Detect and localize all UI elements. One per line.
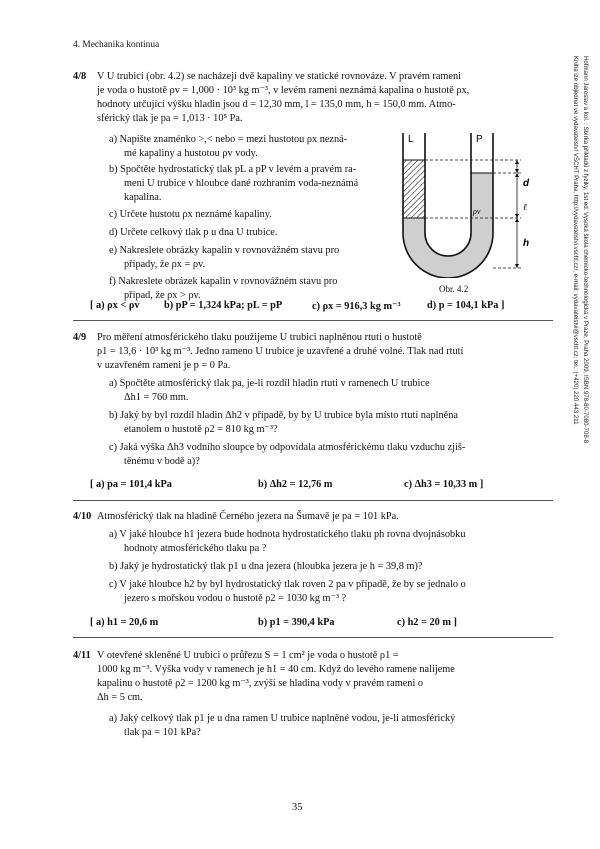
problem-4-11-a-cont: tlak pa = 101 kPa? bbox=[124, 727, 201, 738]
problem-4-10-a-cont: hodnoty atmosférického tlaku pa ? bbox=[124, 543, 267, 554]
answer-4-9-b: b) Δh2 = 12,76 m bbox=[258, 479, 333, 490]
side-note-line2: Kniha lze objednat ve vydavatelství VŠCHT Praha, http://vydavatelstvi.vscht.cz/, e-mail: vydavatelstvi@vscht.cz, tel.: (+420) 220 443 211 bbox=[572, 56, 580, 425]
answer-4-10-a: [ a) h1 = 20,6 m bbox=[90, 617, 159, 628]
answer-4-9-c: c) Δh3 = 10,33 m ] bbox=[404, 479, 484, 490]
problem-4-9-c-cont: těnému v bodě a)? bbox=[124, 456, 200, 467]
unknown-liquid bbox=[403, 160, 425, 218]
problem-4-11-intro-3: kapalinu o hustotě ρ2 = 1200 kg m⁻³, zvýší se hladina vody v pravém rameni o bbox=[97, 678, 424, 689]
label-l: ℓ bbox=[523, 202, 527, 212]
problem-4-9-b: b) Jaký by byl rozdíl hladin Δh2 v případě, by by U trubice byla místo rtutí naplněna bbox=[109, 410, 458, 421]
problem-4-8-f: f) Nakreslete obrázek kapalin v rovnovážném stavu pro bbox=[109, 276, 338, 287]
problem-4-8-intro-4: sférický tlak je pa = 1,013 · 10⁵ Pa. bbox=[97, 113, 243, 124]
answer-4-8-c: c) ρx = 916,3 kg m⁻³ bbox=[312, 301, 401, 312]
separator-3 bbox=[73, 637, 553, 638]
problem-4-8-intro-3: hodnoty určující výšku hladin jsou d = 12,30 mm, l = 135,0 mm, h = 150,0 mm. Atmo- bbox=[97, 99, 456, 110]
problem-number-4-9: 4/9 bbox=[73, 332, 87, 343]
problem-4-8-b-cont: meni U trubice v hloubce dané rozhraním voda-neznámá bbox=[124, 178, 359, 189]
problem-4-11-a: a) Jaký celkový tlak p1 je u dna ramen U trubice naplněné vodou, je-li atmosférický bbox=[109, 713, 456, 724]
label-d: d bbox=[523, 178, 530, 189]
problem-4-11-intro-2: 1000 kg m⁻³. Výška vody v ramenech je h1 = 40 cm. Když do levého ramene nalijeme bbox=[97, 664, 455, 675]
problem-4-11-intro-1: V otevřené skleněné U trubici o průřezu S = 1 cm² je voda o hustotě ρ1 = bbox=[97, 650, 399, 661]
separator-2 bbox=[73, 500, 553, 501]
answer-4-8-d: d) p = 104,1 kPa ] bbox=[427, 300, 505, 311]
problem-4-9-b-cont: etanolem o hustotě ρ2 = 810 kg m⁻³? bbox=[124, 424, 278, 435]
u-tube-figure bbox=[393, 128, 553, 278]
tube-inner bbox=[425, 133, 471, 256]
problem-4-10-a: a) V jaké hloubce h1 jezera bude hodnota hydrostatického tlaku ph rovna dvojnásobku bbox=[109, 529, 466, 540]
problem-4-8-e: e) Nakreslete obrázky kapalin v rovnovážném stavu pro bbox=[109, 245, 340, 256]
problem-4-8-c: c) Určete hustotu ρx neznámé kapaliny. bbox=[109, 209, 272, 220]
problem-4-9-intro-2: ρ1 = 13,6 · 10³ kg m⁻³. Jedno rameno U trubice je uzavřené a druhé volné. Tlak nad rtutí bbox=[97, 346, 464, 357]
label-L: L bbox=[408, 134, 414, 145]
problem-4-8-intro-2: je voda o hustotě ρv = 1,000 · 10³ kg m⁻³, v levém rameni neznámá kapalina o hustotě ρx, bbox=[97, 85, 470, 96]
side-note-line1: Hofmann Jaroslav a kol. : Sbírka příkladů z fyziky, 1st ed. Vysoká škola chemicko-technologická v Praze, Praha 2009, ISBN 978-80-7080-708-8 bbox=[582, 56, 589, 444]
problem-4-8-e-cont: případy, že ρx = ρv. bbox=[124, 259, 206, 270]
separator-1 bbox=[73, 320, 553, 321]
problem-4-8-a: a) Napište znaménko >,< nebo = mezi hustotou ρx nezná- bbox=[109, 134, 348, 145]
answer-4-8-a: [ a) ρx < ρv bbox=[90, 300, 140, 311]
problem-4-8-a-cont: mé kapaliny a hustotou ρv vody. bbox=[124, 148, 258, 159]
problem-number-4-10: 4/10 bbox=[73, 511, 92, 522]
side-note bbox=[562, 56, 590, 616]
problem-4-11-intro-4: Δh = 5 cm. bbox=[97, 692, 143, 703]
problem-4-8-intro-1: V U trubici (obr. 4.2) se nacházejí dvě kapaliny ve statické rovnováze. V pravém rameni bbox=[97, 71, 461, 82]
problem-4-8-b: b) Spočtěte hydrostatický tlak pL a pP v levém a pravém ra- bbox=[109, 164, 357, 175]
problem-4-9-intro-1: Pro měření atmosférického tlaku použijeme U trubici naplněnou rtutí o hustotě bbox=[97, 332, 422, 343]
answer-4-10-c: c) h2 = 20 m ] bbox=[397, 617, 457, 628]
problem-4-10-c-cont: jezero s mořskou vodou o hustotě ρ2 = 1030 kg m⁻³ ? bbox=[124, 593, 347, 604]
problem-4-8-d: d) Určete celkový tlak p u dna U trubice. bbox=[109, 227, 278, 238]
answer-4-8-b: b) pP = 1,324 kPa; pL = pP bbox=[164, 300, 283, 311]
answer-4-10-b: b) p1 = 390,4 kPa bbox=[258, 617, 335, 628]
problem-4-10-c: c) V jaké hloubce h2 by byl hydrostatický tlak roven 2 pa v případě, že by se jednalo o bbox=[109, 579, 466, 590]
label-P: P bbox=[476, 134, 483, 145]
problem-4-10-b: b) Jaký je hydrostatický tlak p1 u dna jezera (hloubka jezera je h = 39,8 m)? bbox=[109, 561, 423, 572]
problem-4-9-c: c) Jaká výška Δh3 vodního sloupce by odpovídala atmosférickému tlaku vzduchu zjiš- bbox=[109, 442, 466, 453]
problem-4-10-intro-1: Atmosférický tlak na hladině Černého jezera na Šumavě je pa = 101 kPa. bbox=[97, 511, 399, 522]
problem-4-9-a: a) Spočtěte atmosférický tlak pa, je-li rozdíl hladin rtuti v ramenech U trubice bbox=[109, 378, 430, 389]
problem-4-8-f-cont: případ, že ρx > ρv. bbox=[124, 290, 201, 301]
problem-4-9-a-cont: Δh1 = 760 mm. bbox=[124, 392, 189, 403]
label-rho-v: ρv bbox=[473, 207, 481, 216]
page-header: 4. Mechanika kontinua bbox=[73, 40, 160, 50]
figure-caption: Obr. 4.2 bbox=[439, 284, 469, 294]
problem-number-4-11: 4/11 bbox=[73, 650, 91, 661]
answer-4-9-a: [ a) pa = 101,4 kPa bbox=[90, 479, 172, 490]
problem-number-4-8: 4/8 bbox=[73, 71, 87, 82]
problem-4-9-intro-3: v uzavřeném rameni je p = 0 Pa. bbox=[97, 360, 231, 371]
page-number: 35 bbox=[292, 802, 303, 813]
problem-4-8-b-cont2: kapalina. bbox=[124, 192, 162, 203]
label-h: h bbox=[523, 238, 530, 249]
